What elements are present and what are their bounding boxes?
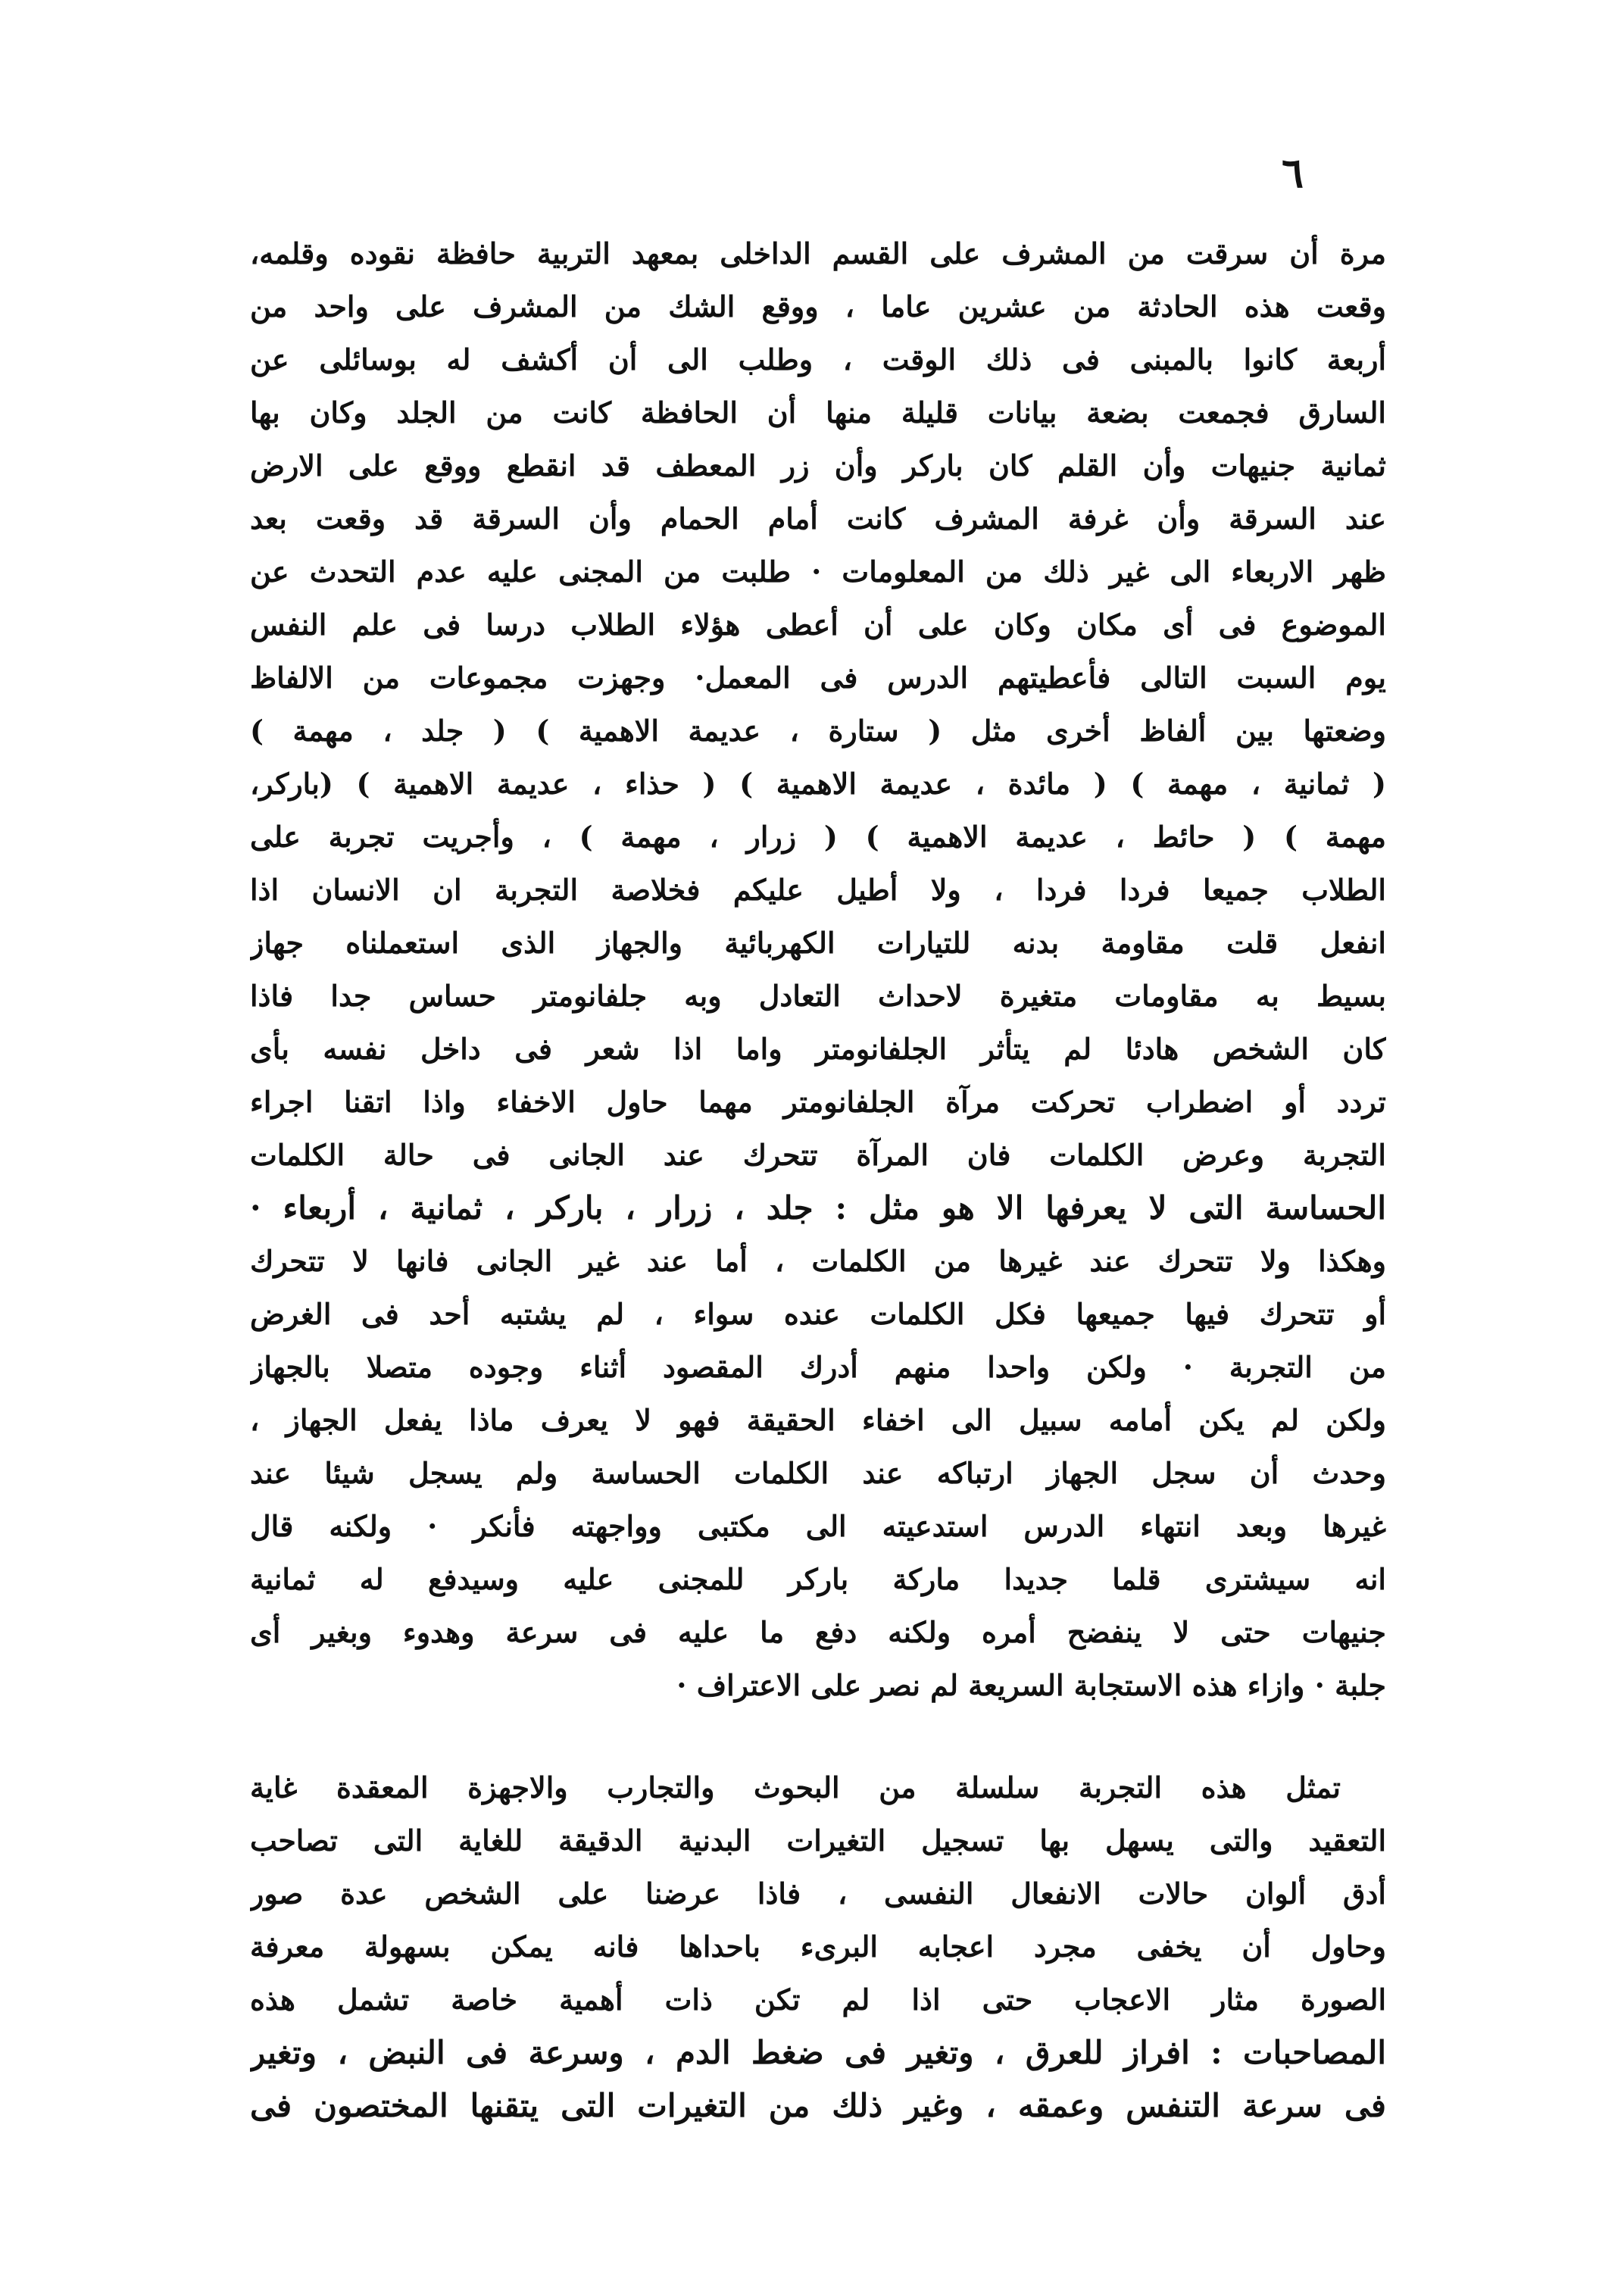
text-line: غيرها وبعد انتهاء الدرس استدعيته الى مكتبى وواجهته فأنكر · ولكنه قال	[250, 1509, 1386, 1543]
text-line: التعقيد والتى يسهل بها تسجيل التغيرات البدنية الدقيقة للغاية التى تصاحب	[250, 1823, 1386, 1858]
text-line: السارق فجمعت بضعة بيانات قليلة منها أن الحافظة كانت من الجلد وكان بها	[250, 395, 1386, 430]
text-line: تردد أو اضطراب تحركت مرآة الجلفانومتر مهما حاول الاخفاء واذا اتقنا اجراء	[250, 1085, 1386, 1119]
text-line-keywords: الحساسة التى لا يعرفها الا هو مثل : جلد ، زرار ، باركر ، ثمانية ، أربعاء ·	[250, 1189, 1386, 1226]
text-line-keywords: فى سرعة التنفس وعمقه ، وغير ذلك من التغيرات التى يتقنها المختصون فى	[250, 2087, 1386, 2124]
text-line: وحدث أن سجل الجهاز ارتباكه عند الكلمات الحساسة ولم يسجل شيئا عند	[250, 1456, 1386, 1490]
text-line: وحاول أن يخفى مجرد اعجابه البرىء باحداها فانه يمكن بسهولة معرفة	[250, 1929, 1386, 1964]
text-line: انه سيشترى قلما جديدا ماركة باركر للمجنى عليه وسيدفع له ثمانية	[250, 1562, 1386, 1596]
text-line: ظهر الاربعاء الى غير ذلك من المعلومات · طلبت من المجنى عليه عدم التحدث عن	[250, 555, 1386, 589]
text-line: التجربة وعرض الكلمات فان المرآة تتحرك عند الجانى فى حالة الكلمات	[250, 1138, 1386, 1172]
text-line: يوم السبت التالى فأعطيتهم الدرس فى المعمل· وجهزت مجموعات من الالفاظ	[250, 661, 1386, 695]
page-number: ٦	[1282, 148, 1304, 197]
text-line: ولكن لم يكن أمامه سبيل الى اخفاء الحقيقة فهو لا يعرف ماذا يفعل الجهاز ،	[250, 1403, 1386, 1437]
text-line: بسيط به مقاومات متغيرة لاحداث التعادل وبه جلفانومتر حساس جدا فاذا	[250, 979, 1386, 1013]
text-line-first: تمثل هذه التجربة سلسلة من البحوث والتجارب والاجهزة المعقدة غاية	[250, 1770, 1341, 1804]
text-line: وهكذا ولا تتحرك عند غيرها من الكلمات ، أما عند غير الجانى فانها لا تتحرك	[250, 1244, 1386, 1278]
text-line: جنيهات حتى لا ينفضح أمره ولكنه دفع ما عليه فى سرعة وهدوء وبغير أى	[250, 1615, 1386, 1649]
text-line: عند السرقة وأن غرفة المشرف كانت أمام الحمام وأن السرقة قد وقعت بعد	[250, 501, 1386, 536]
text-line: من التجربة · ولكن واحدا منهم أدرك المقصود أثناء وجوده متصلا بالجهاز	[250, 1350, 1386, 1384]
paragraph-2	[250, 1761, 1386, 2132]
text-line: مرة أن سرقت من المشرف على القسم الداخلى بمعهد التربية حافظة نقوده وقلمه،	[250, 236, 1386, 270]
text-line-last: جلبة · وازاء هذه الاستجابة السريعة لم نصر على الاعتراف ·	[676, 1668, 1386, 1702]
text-line: الصورة مثار الاعجاب حتى اذا لم تكن ذات أهمية خاصة تشمل هذه	[250, 1982, 1386, 2017]
text-line-keywords: المصاحبات : افراز للعرق ، وتغير فى ضغط الدم ، وسرعة فى النبض ، وتغير	[250, 2034, 1386, 2071]
text-line: وقعت هذه الحادثة من عشرين عاما ، ووقع الشك من المشرف على واحد من	[250, 289, 1386, 323]
text-line: الموضوع فى أى مكان وكان على أن أعطى هؤلاء الطلاب درسا فى علم النفس	[250, 608, 1386, 642]
text-line: ( ثمانية ، مهمة ) ( مائدة ، عديمة الاهمية ) ( حذاء ، عديمة الاهمية ) (باركر،	[250, 767, 1386, 801]
text-line: الطلاب جميعا فردا فردا ، ولا أطيل عليكم فخلاصة التجربة ان الانسان اذا	[250, 873, 1386, 907]
text-line: انفعل قلت مقاومة بدنه للتيارات الكهربائية والجهاز الذى استعملناه جهاز	[250, 926, 1386, 960]
text-line: مهمة ) ( حائط ، عديمة الاهمية ) ( زرار ، مهمة ) ، وأجريت تجربة على	[250, 820, 1386, 854]
text-line: أدق ألوان حالات الانفعال النفسى ، فاذا عرضنا على الشخص عدة صور	[250, 1876, 1386, 1911]
paragraph-1	[250, 227, 1386, 1712]
text-line: وضعتها بين ألفاظ أخرى مثل ( ستارة ، عديمة الاهمية ) ( جلد ، مهمة )	[250, 714, 1386, 748]
text-line: كان الشخص هادئا لم يتأثر الجلفانومتر واما اذا شعر فى داخل نفسه بأى	[250, 1032, 1386, 1066]
text-line: أو تتحرك فيها جميعها فكل الكلمات عنده سواء ، لم يشتبه أحد فى الغرض	[250, 1297, 1386, 1331]
text-line: أربعة كانوا بالمبنى فى ذلك الوقت ، وطلب الى أن أكشف له بوسائلى عن	[250, 342, 1386, 377]
text-line: ثمانية جنيهات وأن القلم كان باركر وأن زر المعطف قد انقطع ووقع على الارض	[250, 448, 1386, 483]
